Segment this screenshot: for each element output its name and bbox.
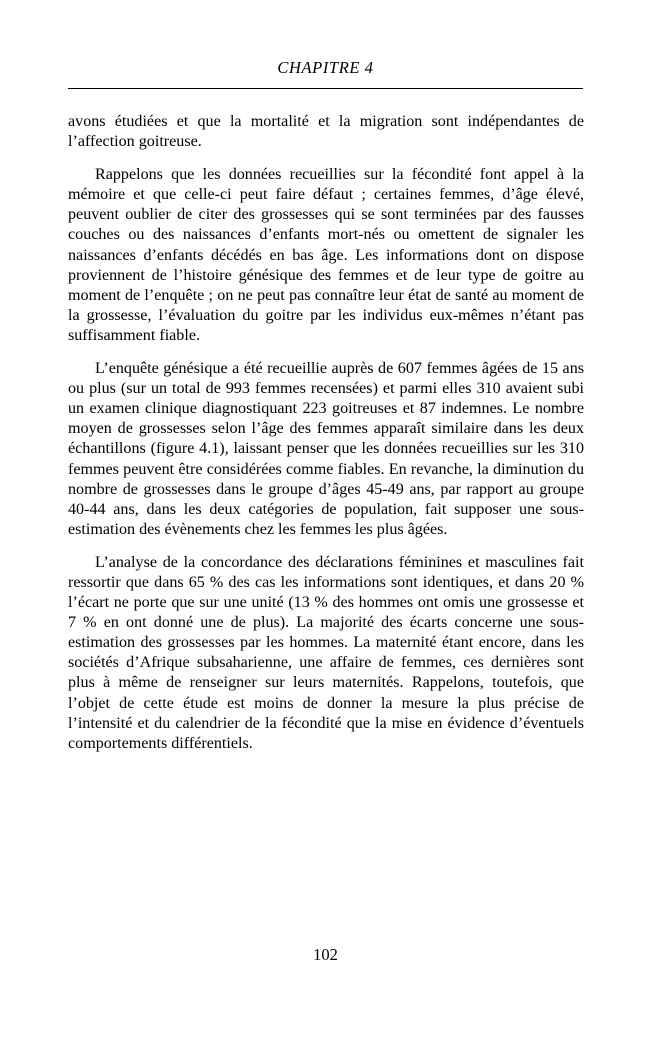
running-head: CHAPITRE 4 bbox=[277, 58, 374, 77]
paragraph: L’enquête génésique a été recueillie auprès de 607 femmes âgées de 15 ans ou plus (sur un total de 993 femmes recensées) et parmi elles 310 avaient subi un examen clinique diagnostiquant 223 goitreuses et 87 indemnes. Le nombre moyen de grossesses selon l’âge des femmes apparaît similaire dans les deux échantillons (figure 4.1), laissant penser que les données recueillies sur les 310 femmes peuvent être considérées comme fiables. En revanche, la diminution du nombre de grossesses dans le groupe d’âges 45-49 ans, par rapport au groupe 40-44 ans, dans les deux catégories de population, fait supposer une sous-estimation des évènements chez les femmes les plus âgées. bbox=[68, 360, 584, 538]
page-number: 102 bbox=[313, 945, 338, 964]
header-rule bbox=[68, 88, 583, 89]
paragraph: avons étudiées et que la mortalité et la migration sont indépendantes de l’affection goitreuse. bbox=[68, 113, 584, 151]
body-text-block bbox=[68, 112, 584, 754]
paragraph: Rappelons que les données recueillies sur la fécondité font appel à la mémoire et que celle-ci peut faire défaut ; certaines femmes, d’âge élevé, peuvent oublier de citer des grossesses qui se sont terminées par des fausses couches ou des naissances d’enfants mort-nés ou omettent de signaler les naissances d’enfants décédés en bas âge. Les informations dont on dispose proviennent de l’histoire génésique des femmes et de leur type de goitre au moment de l’enquête ; on ne peut pas connaître leur état de santé au moment de la grossesse, l’évaluation du goitre par les individus eux-mêmes n’étant pas suffisamment fiable. bbox=[68, 166, 584, 344]
paragraph: L’analyse de la concordance des déclarations féminines et masculines fait ressortir que dans 65 % des cas les informations sont identiques, et dans 20 % l’écart ne porte que sur une unité (13 % des hommes ont omis une grossesse et 7 % en ont donné une de plus). La majorité des écarts concerne une sous-estimation des grossesses par les hommes. La maternité étant encore, dans les sociétés d’Afrique subsaharienne, une affaire de femmes, ces dernières sont plus à même de renseigner sur leurs maternités. Rappelons, toutefois, que l’objet de cette étude est moins de donner la mesure la plus précise de l’intensité et du calendrier de la fécondité que la mise en évidence d’éventuels comportements différentiels. bbox=[68, 553, 584, 752]
